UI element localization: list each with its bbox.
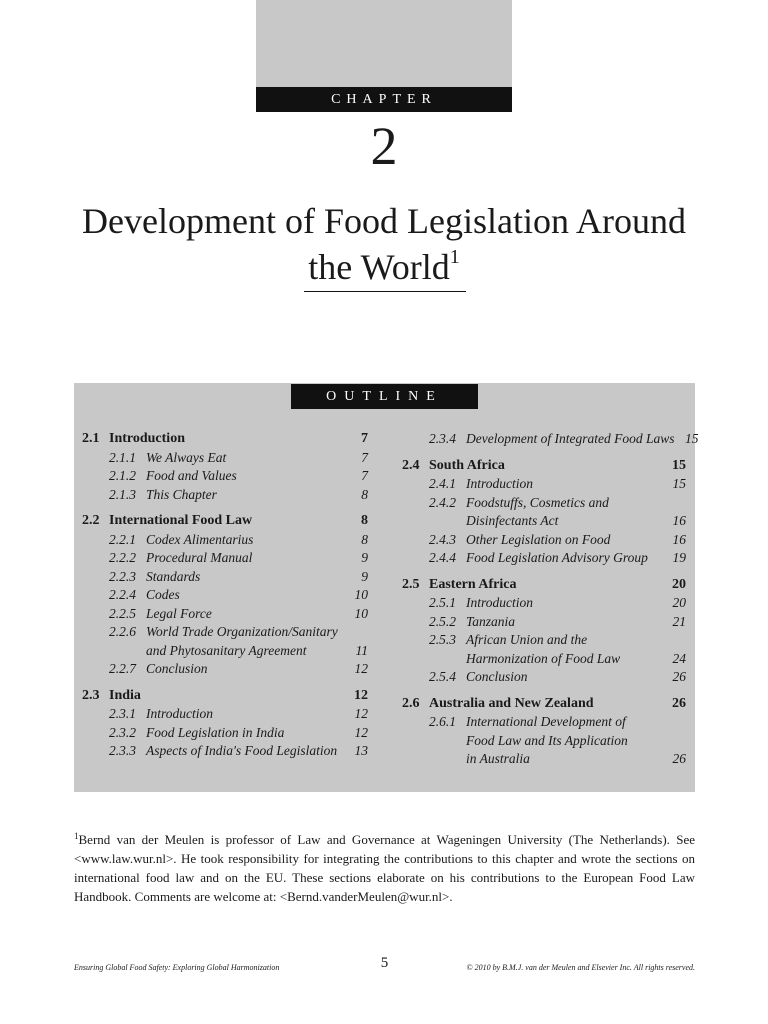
subsection-number: 2.3.1 bbox=[109, 706, 136, 721]
subsection-title: Standards bbox=[146, 568, 201, 584]
outline-subsection bbox=[82, 660, 368, 679]
subsection-title: We Always Eat bbox=[146, 449, 227, 465]
outline-subsection-continued bbox=[82, 642, 368, 661]
subsection-page: 9 bbox=[361, 550, 368, 565]
subsection-label bbox=[429, 594, 662, 613]
subsection-number: 2.4.1 bbox=[429, 476, 456, 491]
subsection-page: 21 bbox=[672, 613, 686, 629]
subsection-label bbox=[109, 605, 344, 624]
subsection-number: 2.1.2 bbox=[109, 468, 136, 483]
section-page: 12 bbox=[354, 687, 368, 703]
subsection-title-cont: Harmonization of Food Law bbox=[466, 650, 621, 666]
outline-subsection bbox=[82, 467, 368, 486]
subsection-title: Procedural Manual bbox=[146, 550, 253, 565]
chapter-label: CHAPTER bbox=[256, 87, 512, 112]
subsection-label bbox=[109, 568, 344, 587]
subsection-number: 2.2.5 bbox=[109, 605, 136, 621]
subsection-label bbox=[109, 586, 344, 605]
subsection-number: 2.2.2 bbox=[109, 550, 136, 565]
subsection-number: 2.5.1 bbox=[429, 595, 456, 610]
subsection-number: 2.5.2 bbox=[429, 613, 456, 629]
subsection-label bbox=[429, 549, 662, 568]
section-label bbox=[402, 576, 662, 595]
subsection-page: 26 bbox=[672, 669, 686, 684]
outline-section bbox=[402, 430, 699, 449]
outline-section-heading bbox=[82, 430, 368, 449]
outline-subsection bbox=[82, 531, 368, 550]
section-page: 15 bbox=[672, 457, 686, 473]
subsection-number: 2.5.4 bbox=[429, 669, 456, 684]
outline-subsection bbox=[402, 631, 686, 650]
subsection-label bbox=[429, 668, 662, 687]
subsection-label bbox=[109, 660, 344, 679]
outline-subsection bbox=[402, 531, 686, 550]
subsection-label bbox=[109, 531, 344, 550]
subsection-label bbox=[109, 549, 344, 568]
subsection-number: 2.2.3 bbox=[109, 568, 136, 584]
subsection-label bbox=[429, 613, 662, 632]
outline-section-heading bbox=[82, 512, 368, 531]
section-number: 2.6 bbox=[402, 695, 420, 711]
outline-subsection bbox=[82, 724, 368, 743]
section-label bbox=[402, 457, 662, 476]
section-number: 2.5 bbox=[402, 576, 420, 592]
section-label bbox=[402, 695, 662, 714]
subsection-number: 2.3.4 bbox=[429, 431, 456, 446]
outline-section-heading bbox=[402, 695, 686, 714]
subsection-title: Conclusion bbox=[146, 661, 208, 676]
subsection-label bbox=[429, 531, 662, 550]
subsection-label bbox=[109, 486, 344, 505]
subsection-label bbox=[429, 713, 686, 732]
subsection-title: Introduction bbox=[466, 595, 533, 610]
subsection-title: Aspects of India's Food Legislation bbox=[146, 743, 338, 758]
subsection-title: This Chapter bbox=[146, 486, 217, 502]
subsection-page: 8 bbox=[361, 531, 368, 547]
subsection-title: Introduction bbox=[466, 476, 533, 491]
page-footer bbox=[74, 955, 695, 975]
subsection-label bbox=[429, 430, 674, 449]
subsection-page: 16 bbox=[672, 531, 686, 547]
section-title: International Food Law bbox=[109, 513, 253, 528]
section-page: 20 bbox=[672, 576, 686, 592]
subsection-number: 2.1.3 bbox=[109, 486, 136, 502]
subsection-number: 2.2.4 bbox=[109, 587, 136, 602]
section-label bbox=[82, 687, 344, 706]
subsection-number: 2.4.2 bbox=[429, 494, 456, 510]
subsection-number: 2.4.3 bbox=[429, 531, 456, 547]
subsection-number: 2.2.1 bbox=[109, 531, 136, 547]
title-footnote-mark: 1 bbox=[449, 246, 460, 268]
footer-copyright: © 2010 by B.M.J. van der Meulen and Elsevier Inc. All rights reserved. bbox=[466, 963, 695, 972]
subsection-page: 26 bbox=[672, 751, 686, 766]
subsection-label bbox=[109, 449, 344, 468]
subsection-page: 24 bbox=[672, 650, 686, 666]
subsection-title: Introduction bbox=[146, 706, 213, 721]
subsection-page: 15 bbox=[672, 476, 686, 491]
subsection-label bbox=[109, 467, 344, 486]
outline-section bbox=[82, 430, 368, 504]
subsection-title-cont: in Australia bbox=[466, 751, 530, 766]
subsection-number: 2.3.3 bbox=[109, 743, 136, 758]
section-title: Introduction bbox=[109, 431, 185, 446]
subsection-page: 7 bbox=[361, 449, 368, 465]
subsection-number: 2.1.1 bbox=[109, 449, 136, 465]
subsection-title: African Union and the bbox=[466, 632, 588, 647]
subsection-title: Codex Alimentarius bbox=[146, 531, 254, 547]
outline-subsection bbox=[402, 549, 686, 568]
section-title: Australia and New Zealand bbox=[429, 695, 594, 711]
outline-subsection bbox=[82, 705, 368, 724]
outline-subsection bbox=[82, 549, 368, 568]
subsection-title: Food Legislation Advisory Group bbox=[466, 550, 648, 565]
section-page: 26 bbox=[672, 695, 686, 711]
section-number: 2.1 bbox=[82, 431, 100, 446]
outline-subsection-continued bbox=[402, 650, 686, 669]
subsection-label bbox=[429, 475, 662, 494]
subsection-title: Conclusion bbox=[466, 669, 528, 684]
outline-subsection bbox=[402, 430, 699, 449]
outline-subsection bbox=[402, 713, 686, 732]
subsection-title: World Trade Organization/Sanitary bbox=[146, 624, 338, 639]
outline-section-heading bbox=[82, 687, 368, 706]
subsection-label bbox=[429, 494, 686, 513]
title-underline bbox=[304, 291, 466, 292]
section-page: 8 bbox=[361, 513, 368, 528]
subsection-title-cont: and Phytosanitary Agreement bbox=[146, 642, 307, 658]
footnote bbox=[74, 830, 695, 906]
outline-subsection bbox=[402, 613, 686, 632]
outline-subsection-continued bbox=[402, 750, 686, 769]
subsection-page: 13 bbox=[354, 743, 368, 758]
section-page: 7 bbox=[361, 431, 368, 446]
outline-subsection bbox=[82, 623, 368, 642]
subsection-label bbox=[109, 724, 344, 743]
subsection-page: 10 bbox=[354, 605, 368, 621]
section-title: India bbox=[109, 687, 141, 703]
outline-column-right bbox=[402, 430, 699, 777]
chapter-title bbox=[40, 198, 728, 290]
subsection-title: Development of Integrated Food Laws bbox=[466, 431, 675, 446]
subsection-number: 2.2.6 bbox=[109, 624, 136, 639]
subsection-number: 2.5.3 bbox=[429, 632, 456, 647]
outline-subsection-continued bbox=[402, 512, 686, 531]
section-number: 2.4 bbox=[402, 457, 420, 473]
section-title: South Africa bbox=[429, 457, 505, 473]
outline-subsection-continued bbox=[402, 732, 686, 751]
subsection-title: Legal Force bbox=[146, 605, 212, 621]
section-label bbox=[82, 512, 344, 531]
subsection-title-cont: Disinfectants Act bbox=[466, 513, 559, 528]
subsection-page: 8 bbox=[361, 486, 368, 502]
outline-subsection bbox=[402, 668, 686, 687]
subsection-page: 20 bbox=[672, 595, 686, 610]
subsection-label bbox=[109, 623, 368, 642]
subsection-label bbox=[429, 631, 686, 650]
section-number: 2.3 bbox=[82, 687, 100, 703]
subsection-page: 12 bbox=[354, 661, 368, 676]
footnote-text: Bernd van der Meulen is professor of Law and Governance at Wageningen University (The Netherlands). See <www.law.wur.nl>. He took responsibility for integrating the contributions to this chapter and wrote the sections on international food law and on the EU. These sections elaborate on his contributions to the European Food Law Handbook. Comments are welcome at: <Bernd.vanderMeulen@wur.nl>. bbox=[74, 832, 695, 904]
outline-subsection bbox=[82, 449, 368, 468]
outline-label: OUTLINE bbox=[291, 384, 478, 409]
subsection-page: 15 bbox=[684, 431, 699, 446]
section-label bbox=[82, 430, 344, 449]
subsection-page: 10 bbox=[354, 587, 368, 602]
outline-section bbox=[402, 695, 686, 769]
page-number: 5 bbox=[380, 955, 389, 971]
subsection-title: Foodstuffs, Cosmetics and bbox=[466, 494, 609, 510]
outline-section-heading bbox=[402, 457, 686, 476]
outline-subsection bbox=[402, 475, 686, 494]
outline-subsection bbox=[82, 605, 368, 624]
outline-section-heading bbox=[402, 576, 686, 595]
subsection-title: Other Legislation on Food bbox=[466, 531, 611, 547]
subsection-title: Tanzania bbox=[466, 613, 516, 629]
chapter-number: 2 bbox=[370, 116, 398, 176]
subsection-page: 16 bbox=[672, 513, 686, 528]
footer-book-title: Ensuring Global Food Safety: Exploring Global Harmonization bbox=[74, 963, 280, 972]
subsection-label bbox=[109, 742, 344, 761]
subsection-number: 2.2.7 bbox=[109, 661, 136, 676]
subsection-title: Food and Values bbox=[146, 468, 237, 483]
outline-section bbox=[82, 512, 368, 679]
outline-subsection bbox=[82, 742, 368, 761]
subsection-label bbox=[109, 705, 344, 724]
outline-column-left bbox=[82, 430, 368, 769]
subsection-page: 12 bbox=[354, 724, 368, 740]
chapter-title-line2: the World bbox=[308, 247, 450, 287]
outline-section bbox=[402, 576, 686, 687]
section-number: 2.2 bbox=[82, 513, 100, 528]
outline-section bbox=[402, 457, 686, 568]
footnote-mark: 1 bbox=[74, 831, 79, 841]
subsection-number: 2.3.2 bbox=[109, 724, 136, 740]
outline-section bbox=[82, 687, 368, 761]
subsection-page: 9 bbox=[361, 568, 368, 584]
subsection-title: Food Legislation in India bbox=[146, 724, 285, 740]
subsection-number: 2.6.1 bbox=[429, 714, 456, 729]
outline-subsection bbox=[402, 494, 686, 513]
subsection-title: Codes bbox=[146, 587, 180, 602]
outline-subsection bbox=[82, 568, 368, 587]
subsection-page: 11 bbox=[355, 642, 368, 658]
subsection-number: 2.4.4 bbox=[429, 550, 456, 565]
subsection-title-cont: Food Law and Its Application bbox=[466, 732, 628, 748]
subsection-title: International Development of bbox=[466, 714, 626, 729]
outline-subsection bbox=[82, 586, 368, 605]
subsection-page: 7 bbox=[361, 468, 368, 483]
outline-subsection bbox=[82, 486, 368, 505]
section-title: Eastern Africa bbox=[429, 576, 517, 592]
subsection-page: 12 bbox=[354, 706, 368, 721]
subsection-page: 19 bbox=[672, 550, 686, 565]
outline-subsection bbox=[402, 594, 686, 613]
chapter-title-line1: Development of Food Legislation Around bbox=[82, 201, 686, 241]
